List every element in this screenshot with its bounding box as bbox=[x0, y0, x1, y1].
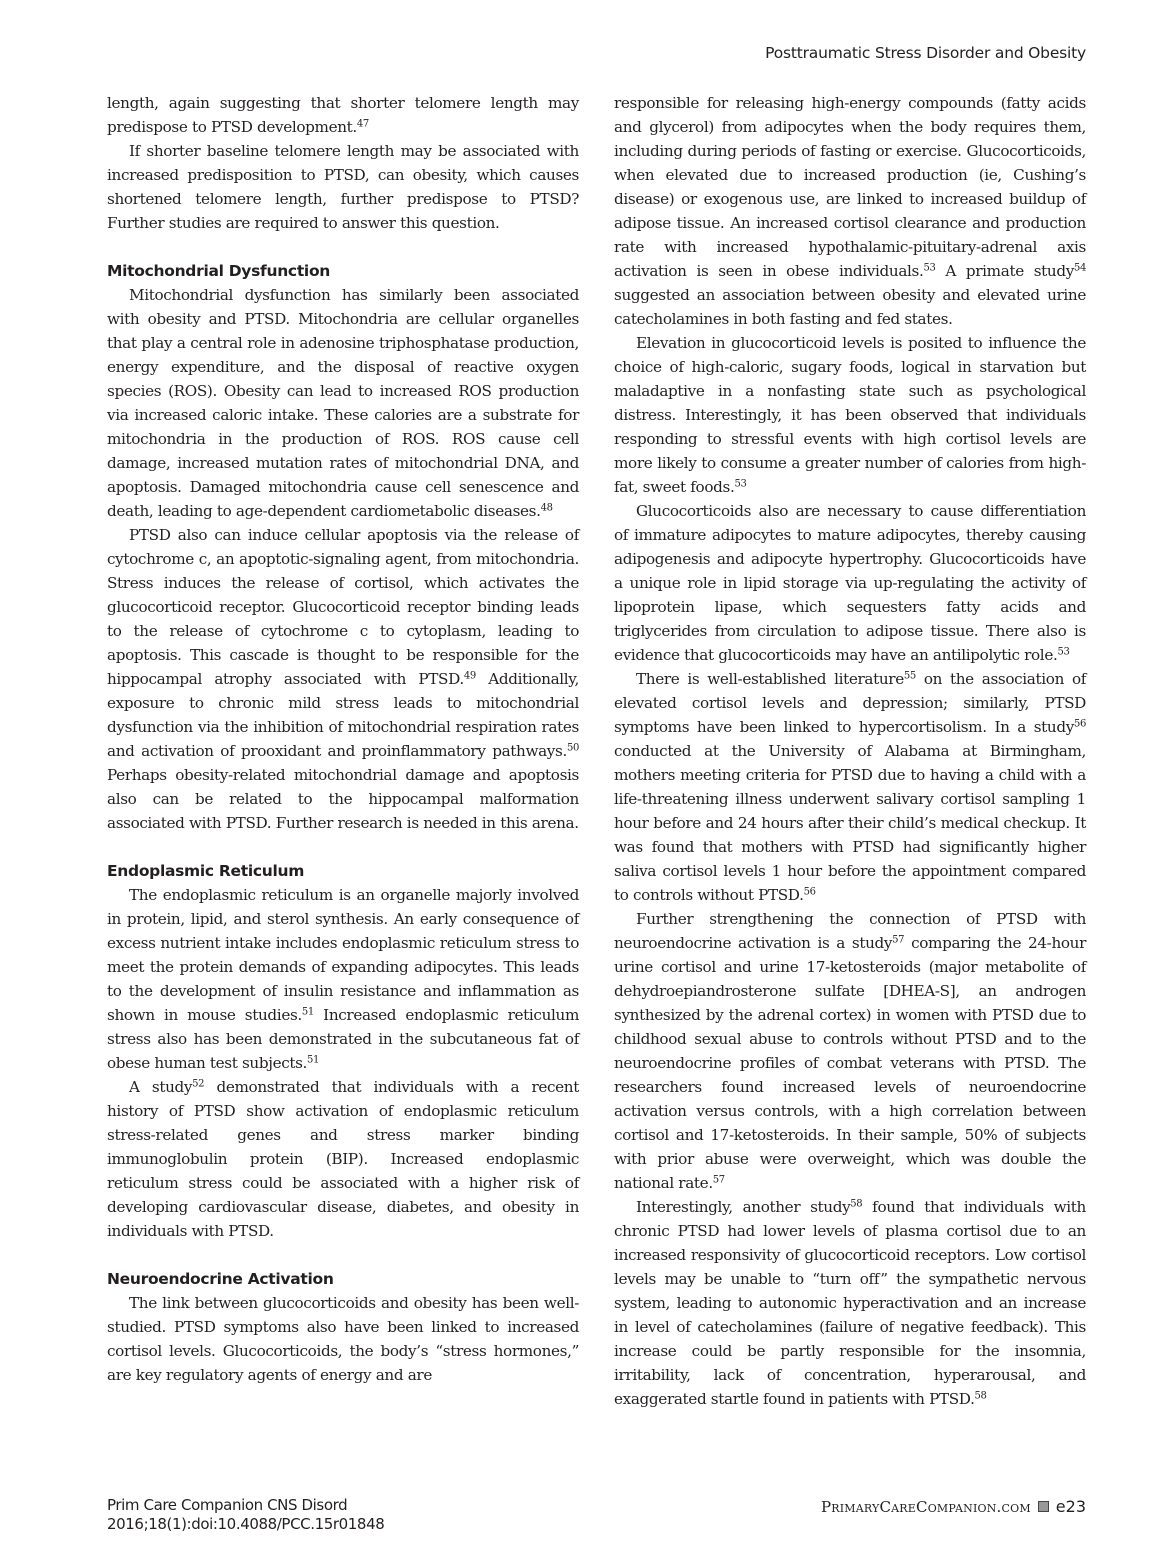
paragraph: Elevation in glucocorticoid levels is posited to influence the choice of high-caloric, sugary foods, logical in starvation but maladaptive in a nonfasting state such as psychological distress. Interestingly, it has been observed that individuals responding to stressful events with high cortisol levels are more likely to consume a greater number of calories from high-fat, sweet foods.$^{53}$ bbox=[614, 334, 1086, 496]
paragraph: Interestingly, another study$^{58}$ found that individuals with chronic PTSD had lower levels of plasma cortisol due to an increased responsivity of glucocorticoid receptors. Low cortisol levels may be unable to “turn off” the sympathetic nervous system, leading to autonomic hyperactivation and an increase in level of catecholamines (failure of negative feedback). This increase could be partly responsible for the insomnia, irritability, lack of concentration, hyperarousal, and exaggerated startle found in patients with PTSD.$^{58}$ bbox=[614, 1198, 1086, 1408]
citation-ref: 52 bbox=[192, 1078, 205, 1090]
citation-ref: 56 bbox=[1073, 718, 1086, 730]
page-number: e23 bbox=[1055, 1497, 1086, 1516]
citation-ref: 57 bbox=[892, 934, 905, 946]
footer-page-info bbox=[821, 1497, 1086, 1516]
paragraph: responsible for releasing high-energy compounds (fatty acids and glycerol) from adipocytes when the body requires them, including during periods of fasting or exercise. Glucocorticoids, when elevated due to increased production (ie, Cushing’s disease) or exogenous use, are linked to increased buildup of adipose tissue. An increased cortisol clearance and production rate with increased hypothalamic-pituitary-adrenal axis activation is seen in obese individuals.$^{53}$ A primate study$^{54}$ suggested an association between obesity and elevated urine catecholamines in both fasting and fed states. bbox=[614, 94, 1086, 328]
paragraph: length, again suggesting that shorter telomere length may predispose to PTSD development.$^{47}$ bbox=[107, 94, 579, 136]
paragraph: The link between glucocorticoids and obesity has been well-studied. PTSD symptoms also have been linked to increased cortisol levels. Glucocorticoids, the body’s “stress hormones,” are key regulatory agents of energy and are bbox=[107, 1294, 579, 1384]
citation-ref: 53 bbox=[1057, 646, 1070, 658]
citation-ref: 57 bbox=[712, 1174, 725, 1186]
paragraph: Mitochondrial dysfunction has similarly been associated with obesity and PTSD. Mitochondria are cellular organelles that play a central role in adenosine triphosphatase production, energy expenditure, and the disposal of reactive oxygen species (ROS). Obesity can lead to increased ROS production via increased caloric intake. These calories are a substrate for mitochondria in the production of ROS. ROS cause cell damage, increased mutation rates of mitochondrial DNA, and apoptosis. Damaged mitochondria cause cell senescence and death, leading to age-dependent cardiometabolic diseases.$^{48}$ bbox=[107, 286, 579, 520]
citation-ref: 50 bbox=[566, 742, 579, 754]
paragraph: Glucocorticoids also are necessary to cause differentiation of immature adipocytes to mature adipocytes, thereby causing adipogenesis and adipocyte hypertrophy. Glucocorticoids have a unique role in lipid storage via up-regulating the activity of lipoprotein lipase, which sequesters fatty acids and triglycerides from circulation to adipose tissue. There also is evidence that glucocorticoids may have an antilipolytic role.$^{53}$ bbox=[614, 502, 1086, 664]
doi-citation: 2016;18(1):doi:10.4088/PCC.15r01848 bbox=[107, 1515, 385, 1533]
citation-ref: 58 bbox=[850, 1198, 863, 1210]
square-icon bbox=[1038, 1501, 1049, 1512]
paragraph: The endoplasmic reticulum is an organelle majorly involved in protein, lipid, and sterol synthesis. An early consequence of excess nutrient intake includes endoplasmic reticulum stress to meet the protein demands of expanding adipocytes. This leads to the development of insulin resistance and inflammation as shown in mouse studies.$^{51}$ Increased endoplasmic reticulum stress also has been demonstrated in the subcutaneous fat of obese human test subjects.$^{51}$ bbox=[107, 886, 579, 1072]
paragraph: PTSD also can induce cellular apoptosis via the release of cytochrome c, an apoptotic-signaling agent, from mitochondria. Stress induces the release of cortisol, which activates the glucocorticoid receptor. Glucocorticoid receptor binding leads to the release of cytochrome c to cytoplasm, leading to apoptosis. This cascade is thought to be responsible for the hippocampal atrophy associated with PTSD.$^{49}$ Additionally, exposure to chronic mild stress leads to mitochondrial dysfunction via the inhibition of mitochondrial respiration rates and activation of prooxidant and proinflammatory pathways.$^{50}$ Perhaps obesity-related mitochondrial damage and apoptosis also can be related to the hippocampal malformation associated with PTSD. Further research is needed in this arena. bbox=[107, 526, 579, 832]
citation-ref: 55 bbox=[903, 670, 916, 682]
website-link[interactable]: PrimaryCareCompanion.com bbox=[820, 1497, 1031, 1516]
journal-name: Prim Care Companion CNS Disord bbox=[107, 1496, 348, 1514]
citation-ref: 53 bbox=[734, 478, 747, 490]
section-heading: Mitochondrial Dysfunction bbox=[107, 262, 331, 280]
running-head: Posttraumatic Stress Disorder and Obesity bbox=[765, 44, 1086, 62]
citation-ref: 54 bbox=[1073, 262, 1086, 274]
section-heading: Neuroendocrine Activation bbox=[107, 1270, 334, 1288]
paragraph: Further strengthening the connection of PTSD with neuroendocrine activation is a study$^{57}$ comparing the 24-hour urine cortisol and urine 17-ketosteroids (major metabolite of dehydroepiandrosterone sulfate [DHEA-S], an androgen synthesized by the adrenal cortex) in women with PTSD due to childhood sexual abuse to controls without PTSD and to the neuroendocrine profiles of combat veterans with PTSD. The researchers found increased levels of neuroendocrine activation versus controls, with a high correlation between cortisol and 17-ketosteroids. In their sample, 50% of subjects with prior abuse were overweight, which was double the national rate.$^{57}$ bbox=[614, 910, 1087, 1192]
citation-ref: 51 bbox=[301, 1006, 314, 1018]
citation-ref: 51 bbox=[307, 1054, 320, 1066]
left-column bbox=[107, 91, 579, 1387]
citation-ref: 53 bbox=[923, 262, 936, 274]
paragraph: There is well-established literature$^{55}$ on the association of elevated cortisol levels and depression; similarly, PTSD symptoms have been linked to hypercortisolism. In a study$^{56}$ conducted at the University of Alabama at Birmingham, mothers meeting criteria for PTSD due to having a child with a life-threatening illness underwent salivary cortisol sampling 1 hour before and 24 hours after their child’s medical checkup. It was found that mothers with PTSD had significantly higher saliva cortisol levels 1 hour before the appointment compared to controls without PTSD.$^{56}$ bbox=[614, 670, 1087, 904]
citation-ref: 49 bbox=[463, 670, 476, 682]
section-heading: Endoplasmic Reticulum bbox=[107, 862, 305, 880]
citation-ref: 56 bbox=[803, 886, 816, 898]
right-column bbox=[614, 91, 1086, 1411]
citation-ref: 47 bbox=[356, 118, 369, 130]
footer-citation bbox=[107, 1496, 384, 1534]
paragraph: A study$^{52}$ demonstrated that individuals with a recent history of PTSD show activation of endoplasmic reticulum stress-related genes and stress marker binding immunoglobulin protein (BIP). Increased endoplasmic reticulum stress could be associated with a higher risk of developing cardiovascular disease, diabetes, and obesity in individuals with PTSD. bbox=[107, 1078, 579, 1240]
paragraph: If shorter baseline telomere length may be associated with increased predisposition to PTSD, can obesity, which causes shortened telomere length, further predispose to PTSD? Further studies are required to answer this question. bbox=[107, 142, 579, 232]
citation-ref: 58 bbox=[974, 1390, 987, 1402]
citation-ref: 48 bbox=[540, 502, 553, 514]
